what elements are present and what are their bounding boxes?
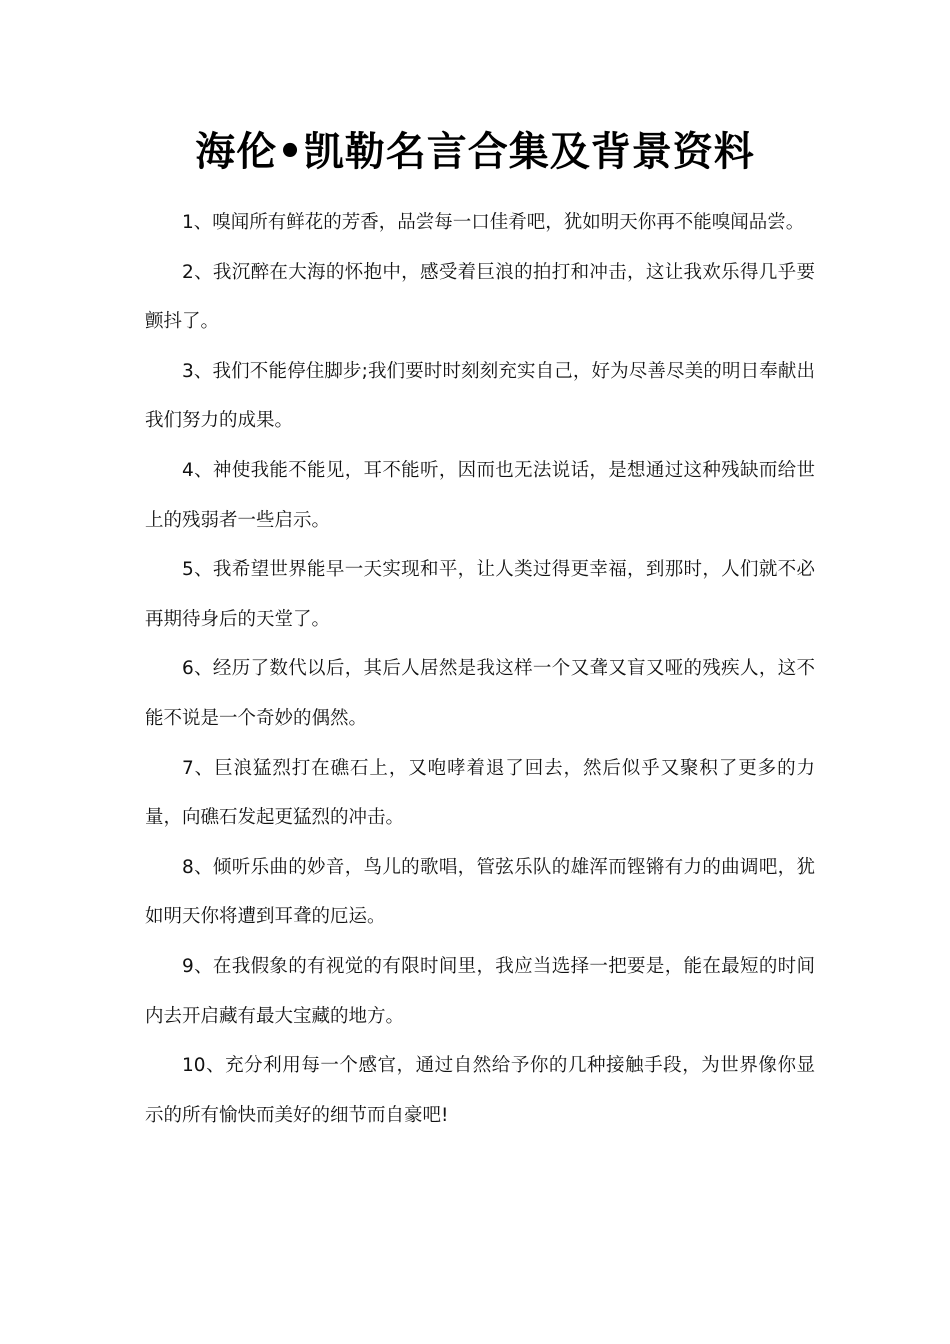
quote-paragraph <box>145 744 815 843</box>
quote-text: 我们不能停住脚步;我们要时时刻刻充实自己，好为尽善尽美的明日奉献出我们努力的成果。 <box>145 360 815 432</box>
quote-number: 5、 <box>182 559 213 581</box>
quote-number: 4、 <box>182 459 213 481</box>
quote-text: 我希望世界能早一天实现和平，让人类过得更幸福，到那时，人们就不必再期待身后的天堂了。 <box>145 559 815 630</box>
quote-number: 6、 <box>182 658 213 680</box>
quote-paragraph <box>145 942 815 1041</box>
quote-number: 1、 <box>182 212 213 233</box>
quote-number: 10、 <box>182 1055 226 1077</box>
quote-text: 倾听乐曲的妙音，鸟儿的歌唱，管弦乐队的雄浑而铿锵有力的曲调吧，犹如明天你将遭到耳聋的厄运。 <box>145 856 815 928</box>
quote-paragraph <box>145 446 815 545</box>
quote-text: 巨浪猛烈打在礁石上，又咆哮着退了回去，然后似乎又聚积了更多的力量，向礁石发起更猛烈的冲击。 <box>145 757 815 829</box>
quote-text: 神使我能不能见，耳不能听，因而也无法说话，是想通过这种残缺而给世上的残弱者一些启示。 <box>145 459 815 531</box>
quote-number: 8、 <box>182 856 213 878</box>
quote-text: 在我假象的有视觉的有限时间里，我应当选择一把要是，能在最短的时间内去开启藏有最大宝藏的地方。 <box>145 955 815 1027</box>
quote-text: 嗅闻所有鲜花的芳香，品尝每一口佳肴吧，犹如明天你再不能嗅闻品尝。 <box>212 212 805 233</box>
quote-paragraph <box>145 843 815 942</box>
quote-paragraph <box>145 248 815 347</box>
quote-paragraph <box>145 545 815 644</box>
quote-paragraph <box>145 347 815 446</box>
quote-text: 经历了数代以后，其后人居然是我这样一个又聋又盲又哑的残疾人，这不能不说是一个奇妙的偶然。 <box>145 658 815 729</box>
quote-number: 9、 <box>182 955 213 977</box>
quote-paragraph <box>145 644 815 743</box>
quote-list <box>145 198 815 1140</box>
quote-paragraph <box>145 1041 815 1140</box>
quote-number: 3、 <box>182 360 213 382</box>
quote-number: 7、 <box>182 757 215 779</box>
quote-text: 我沉醉在大海的怀抱中，感受着巨浪的拍打和冲击，这让我欢乐得几乎要颤抖了。 <box>145 261 815 333</box>
page-title: 海伦•凯勒名言合集及背景资料 <box>195 129 755 175</box>
quote-text: 充分利用每一个感官，通过自然给予你的几种接触手段，为世界像你显示的所有愉快而美好的细节而自豪吧! <box>145 1055 815 1126</box>
quote-number: 2、 <box>182 261 213 283</box>
quote-paragraph <box>145 198 815 248</box>
